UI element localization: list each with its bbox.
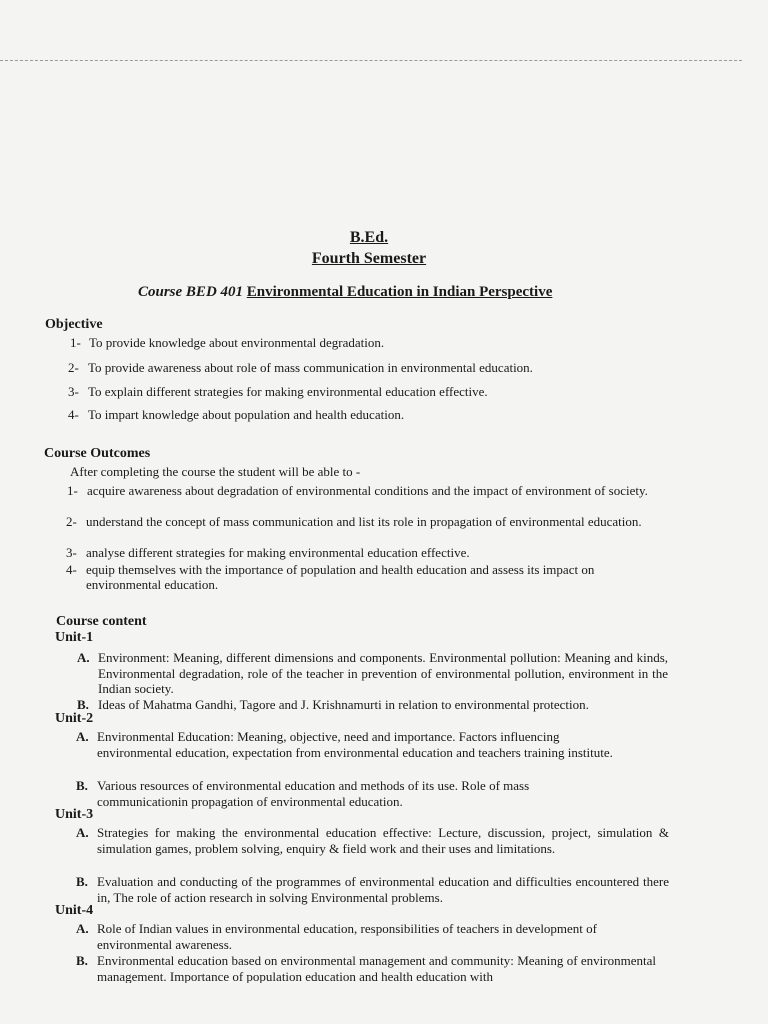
objective-text: To impart knowledge about population and health education.: [88, 407, 405, 422]
unit-3-item-a: [76, 825, 669, 856]
course-title: Environmental Education in Indian Perspective: [246, 284, 553, 300]
outcome-number: 4-: [66, 562, 77, 577]
course-code: Course BED 401: [138, 284, 244, 300]
unit-3-heading: Unit-3: [55, 807, 94, 822]
outcomes-intro: After completing the course the student will be able to -: [70, 464, 361, 479]
unit-4-item-b: [76, 953, 656, 983]
item-text: Various resources of environmental education and methods of its use. Role of mass communicationin propagation of environmental education.: [97, 778, 530, 809]
item-text: Environment: Meaning, different dimensions and components. Environmental pollution: Meaning and kinds, Environmental degradation, role of the teacher in prevention of environmental pollution, environment in the Indian society.: [98, 650, 668, 696]
objective-number: 3-: [68, 384, 79, 399]
item-label: A.: [77, 650, 90, 665]
item-text: Environmental education based on environmental management and community: Meaning of environmental management. Importance of population education and health education with: [97, 953, 656, 983]
outcome-item: [66, 545, 669, 560]
outcome-item: [66, 514, 669, 529]
item-label: B.: [76, 778, 88, 793]
outcome-item: [66, 562, 669, 592]
item-label: A.: [76, 921, 89, 936]
item-text: Ideas of Mahatma Gandhi, Tagore and J. Krishnamurti in relation to environmental protection.: [98, 697, 589, 712]
unit-1-heading: Unit-1: [55, 630, 94, 645]
course-title-line: [138, 284, 758, 301]
semester-heading: Fourth Semester: [311, 250, 427, 267]
objective-text: To provide awareness about role of mass communication in environmental education.: [88, 360, 533, 375]
course-content-heading: Course content: [56, 614, 147, 629]
objective-text: To explain different strategies for making environmental education effective.: [88, 384, 488, 399]
outcome-text: acquire awareness about degradation of environmental conditions and the impact of environment of society.: [87, 483, 648, 498]
item-label: A.: [76, 825, 89, 840]
objective-item: [70, 335, 670, 350]
unit-3-item-b: [76, 874, 669, 905]
degree-heading: B.Ed.: [349, 229, 389, 246]
objective-item: [68, 384, 668, 399]
top-scan-rule: [0, 60, 742, 61]
objective-number: 2-: [68, 360, 79, 375]
outcome-text: equip themselves with the importance of population and health education and assess its impact on environmental education.: [86, 562, 595, 592]
item-label: B.: [76, 874, 88, 889]
unit-4-item-a: [76, 921, 666, 952]
outcome-text: understand the concept of mass communication and list its role in propagation of environmental education.: [86, 514, 642, 529]
objective-text: To provide knowledge about environmental degradation.: [89, 335, 385, 350]
item-label: B.: [77, 697, 89, 712]
objective-number: 4-: [68, 407, 79, 422]
item-text: Strategies for making the environmental education effective: Lecture, discussion, project, simulation & simulation games, problem solving, enquiry & field work and their uses and limitations.: [97, 825, 669, 856]
outcome-number: 1-: [67, 483, 78, 498]
unit-1-item-b: [77, 697, 668, 713]
unit-4-heading: Unit-4: [55, 903, 94, 918]
item-label: A.: [76, 729, 89, 744]
unit-2-item-b: [76, 778, 616, 809]
unit-1-item-a: [77, 650, 668, 697]
unit-2-item-a: [76, 729, 628, 760]
outcome-number: 2-: [66, 514, 77, 529]
objective-heading: Objective: [45, 317, 103, 332]
outcomes-heading: Course Outcomes: [44, 446, 151, 461]
objective-item: [68, 360, 668, 375]
item-text: Evaluation and conducting of the programmes of environmental education and difficulties encountered there in, The role of action research in solving Environmental problems.: [97, 874, 669, 905]
objective-item: [68, 407, 668, 422]
outcome-text: analyse different strategies for making environmental education effective.: [86, 545, 470, 560]
unit-2-heading: Unit-2: [55, 711, 94, 726]
item-text: Role of Indian values in environmental education, responsibilities of teachers in development of environmental awareness.: [97, 921, 597, 952]
item-label: B.: [76, 953, 88, 968]
item-text: Environmental Education: Meaning, objective, need and importance. Factors influencing environmental education, expectation from environmental education and teachers training institute.: [97, 729, 613, 760]
outcome-number: 3-: [66, 545, 77, 560]
objective-number: 1-: [70, 335, 81, 350]
outcome-item: [67, 483, 669, 498]
